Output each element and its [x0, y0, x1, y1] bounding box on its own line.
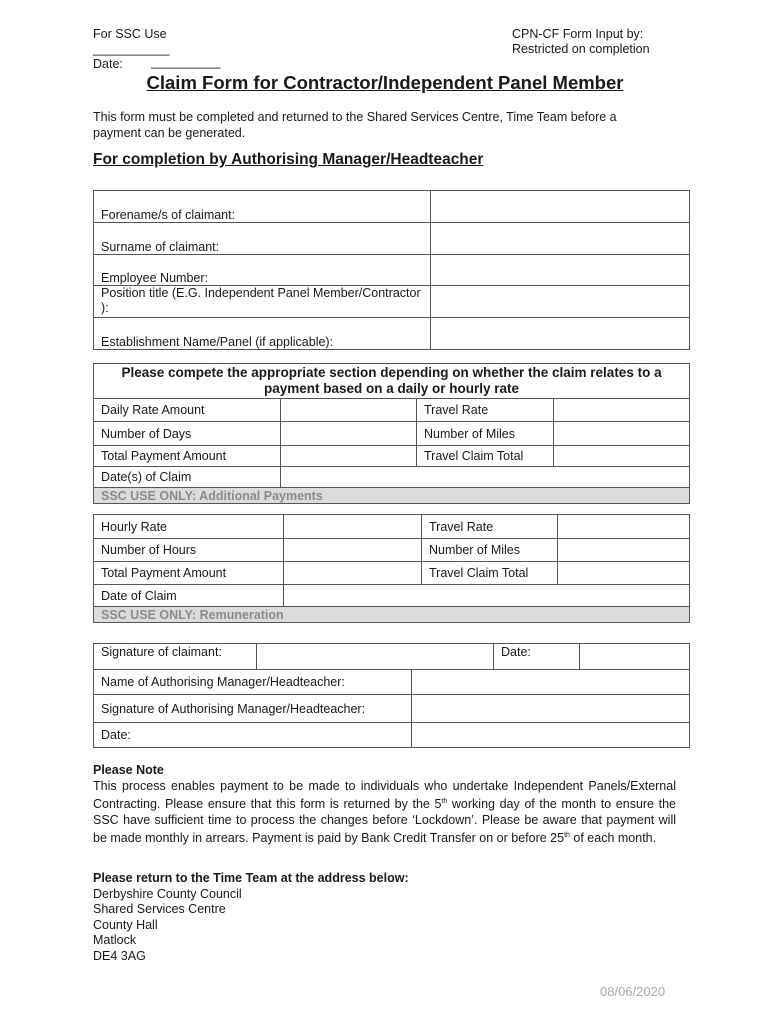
manager-date-field[interactable] — [412, 723, 690, 748]
field-label: Hourly Rate — [94, 515, 284, 539]
table-row — [94, 488, 690, 504]
return-address — [93, 871, 409, 964]
claim-date-field[interactable] — [284, 585, 690, 607]
ssc-remuneration: SSC USE ONLY: Remuneration — [94, 607, 690, 623]
field-label: Date: — [494, 644, 580, 670]
table-row — [94, 515, 690, 539]
travel-rate-field[interactable] — [554, 399, 690, 422]
restricted-label: Restricted on completion — [512, 42, 650, 56]
field-label: Employee Number: — [94, 255, 431, 286]
table-row — [94, 607, 690, 623]
employee-number-field[interactable] — [431, 255, 690, 286]
table-row — [94, 422, 690, 446]
field-label: Date: — [94, 723, 412, 748]
hourly-rate-field[interactable] — [284, 515, 422, 539]
travel-rate-field[interactable] — [558, 515, 690, 539]
header-date-label: Date: — [93, 57, 123, 71]
number-of-hours-field[interactable] — [284, 539, 422, 562]
manager-signature-field[interactable] — [412, 695, 690, 723]
daily-rate-field[interactable] — [281, 399, 417, 422]
manager-name-field[interactable] — [412, 670, 690, 695]
ssc-use-line: ___________ — [93, 42, 170, 56]
field-label: Travel Rate — [422, 515, 558, 539]
field-label: Number of Hours — [94, 539, 284, 562]
number-of-days-field[interactable] — [281, 422, 417, 446]
please-note — [93, 763, 676, 847]
field-label: Total Payment Amount — [94, 562, 284, 585]
field-label: Number of Miles — [422, 539, 558, 562]
table-row — [94, 191, 690, 223]
table-row — [94, 223, 690, 255]
number-of-miles-field[interactable] — [558, 539, 690, 562]
intro-text: This form must be completed and returned to the Shared Services Centre, Time Team before a payment can be generated. — [93, 110, 617, 140]
table-row — [94, 562, 690, 585]
claim-dates-field[interactable] — [281, 467, 690, 488]
claimant-signature-field[interactable] — [257, 644, 494, 670]
note-text: of each month. — [569, 831, 657, 846]
field-label: Position title (E.G. Independent Panel Member/Contractor ): — [94, 286, 431, 318]
table-row — [94, 670, 690, 695]
surname-field[interactable] — [431, 223, 690, 255]
address-line: Derbyshire County Council — [93, 886, 242, 901]
number-of-miles-field[interactable] — [554, 422, 690, 446]
table-row — [94, 446, 690, 467]
form-input-label: CPN-CF Form Input by: — [512, 27, 644, 41]
table-row — [94, 467, 690, 488]
page-title: Claim Form for Contractor/Independent Panel Member — [146, 72, 624, 93]
address-line: Shared Services Centre — [93, 902, 226, 916]
field-label: Daily Rate Amount — [94, 399, 281, 422]
travel-claim-total-field[interactable] — [554, 446, 690, 467]
note-heading: Please Note — [93, 763, 164, 777]
field-label: Signature of Authorising Manager/Headteacher: — [94, 695, 412, 723]
ssc-additional-payments: SSC USE ONLY: Additional Payments — [94, 488, 690, 504]
table-row — [94, 695, 690, 723]
table-row — [94, 644, 690, 670]
section-instructions: Please compete the appropriate section depending on whether the claim relates to a payment based on a daily or hourly rate — [94, 364, 690, 399]
note-body — [93, 779, 676, 847]
ssc-use-label: For SSC Use — [93, 27, 167, 41]
establishment-field[interactable] — [431, 318, 690, 350]
table-row — [94, 723, 690, 748]
field-label: Total Payment Amount — [94, 446, 281, 467]
total-payment-field[interactable] — [284, 562, 422, 585]
address-line: DE4 3AG — [93, 948, 146, 963]
claimant-details-table — [93, 190, 690, 350]
field-label: Surname of claimant: — [94, 223, 431, 255]
address-line: County Hall — [93, 917, 158, 932]
field-label: Number of Days — [94, 422, 281, 446]
daily-rate-table — [93, 363, 690, 504]
field-label: Travel Claim Total — [417, 446, 554, 467]
hourly-rate-table — [93, 514, 690, 623]
table-row — [94, 318, 690, 350]
note-text: This process enables payment to be made to individuals who undertake Independent Panels/External Contracting. Please ensure that this form is returned by the 5 — [93, 778, 676, 812]
table-row — [94, 539, 690, 562]
return-heading: Please return to the Time Team at the address below: — [93, 871, 409, 885]
travel-claim-total-field[interactable] — [558, 562, 690, 585]
table-row — [94, 585, 690, 607]
table-row — [94, 364, 690, 399]
table-row — [94, 286, 690, 318]
field-label: Signature of claimant: — [94, 644, 257, 670]
field-label: Establishment Name/Panel (if applicable): — [94, 318, 431, 350]
claimant-date-field[interactable] — [580, 644, 690, 670]
position-title-field[interactable] — [431, 286, 690, 318]
field-label: Date(s) of Claim — [94, 467, 281, 488]
field-label: Date of Claim — [94, 585, 284, 607]
ordinal-suffix: th — [564, 832, 570, 840]
total-payment-field[interactable] — [281, 446, 417, 467]
signature-table — [93, 643, 690, 748]
forename-field[interactable] — [431, 191, 690, 223]
note-text: working day of the month to ensure the SSC have sufficient time to process the changes before ‘Lockdown’. Please be aware that payment will be made monthly in arrears. Payment is paid by Bank Credit Transfer on or before 25 — [93, 797, 677, 846]
header-date-line: __________ — [151, 55, 221, 69]
field-label: Name of Authorising Manager/Headteacher: — [94, 670, 412, 695]
field-label: Travel Claim Total — [422, 562, 558, 585]
field-label: Forename/s of claimant: — [94, 191, 431, 223]
address-line: Matlock — [93, 933, 137, 947]
field-label: Number of Miles — [417, 422, 554, 446]
section-heading: For completion by Authorising Manager/Headteacher — [93, 151, 484, 168]
ordinal-suffix: th — [441, 798, 448, 805]
field-label: Travel Rate — [417, 399, 554, 422]
table-row — [94, 255, 690, 286]
table-row — [94, 399, 690, 422]
footer-date: 08/06/2020 — [600, 984, 666, 999]
